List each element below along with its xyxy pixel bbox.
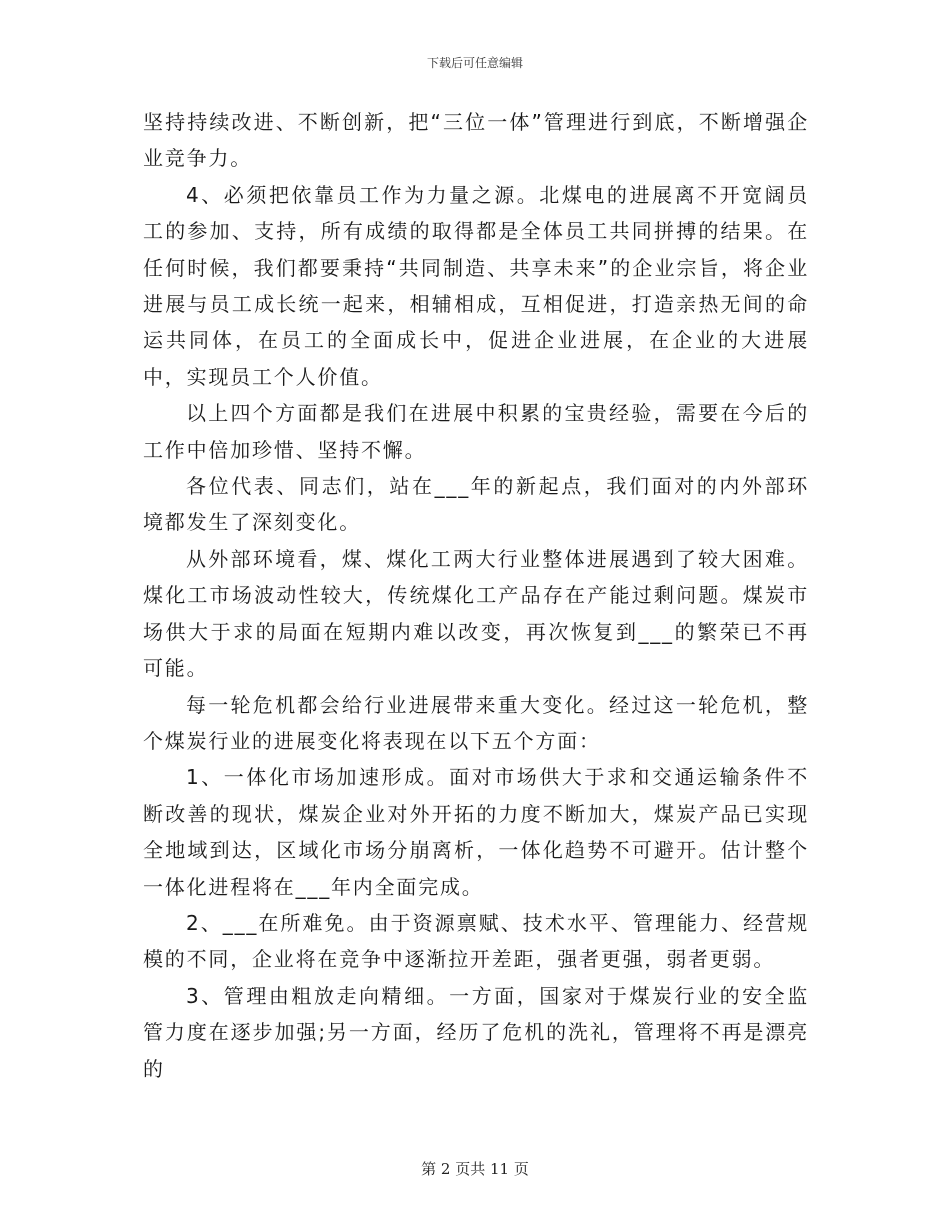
- paragraph-6: 每一轮危机都会给行业进展带来重大变化。经过这一轮危机，整个煤炭行业的进展变化将表现在以下五个方面：: [143, 692, 809, 753]
- paragraph-9: 3、管理由粗放走向精细。一方面，国家对于煤炭行业的安全监管力度在逐步加强;另一方面，经历了危机的洗礼，管理将不再是漂亮的: [143, 983, 809, 1081]
- paragraph-8: 2、___在所难免。由于资源禀赋、技术水平、管理能力、经营规模的不同，企业将在竞争中逐渐拉开差距，强者更强，弱者更弱。: [143, 910, 809, 972]
- page-footer: 第 2 页共 11 页: [421, 1160, 529, 1178]
- paragraph-4: 各位代表、同志们，站在___年的新起点，我们面对的内外部环境都发生了深刻变化。: [143, 474, 809, 535]
- paragraph-5: 从外部环境看，煤、煤化工两大行业整体进展遇到了较大困难。煤化工市场波动性较大，传统煤化工产品存在产能过剩问题。煤炭市场供大于求的局面在短期内难以改变，再次恢复到___的繁荣已不再可能。: [143, 546, 809, 681]
- paragraph-7: 1、一体化市场加速形成。面对市场供大于求和交通运输条件不断改善的现状，煤炭企业对外开拓的力度不断加大，煤炭产品已实现全地域到达，区域化市场分崩离析，一体化趋势不可避开。估计整个一体化进程将在___年内全面完成。: [143, 765, 809, 899]
- paragraph-3: 以上四个方面都是我们在进展中积累的宝贵经验，需要在今后的工作中倍加珍惜、坚持不懈。: [143, 401, 809, 462]
- paragraph-2: 4、必须把依靠员工作为力量之源。北煤电的进展离不开宽阔员工的参加、支持，所有成绩的取得都是全体员工共同拼搏的结果。在任何时候，我们都要秉持“共同制造、共享未来”的企业宗旨，将企业进展与员工成长统一起来，相辅相成，互相促进，打造亲热无间的命运共同体，在员工的全面成长中，促进企业进展，在企业的大进展中，实现员工个人价值。: [143, 182, 809, 389]
- document-body: [143, 104, 809, 1087]
- page-header: 下载后可任意编辑: [426, 56, 523, 70]
- paragraph-1: 坚持持续改进、不断创新，把“三位一体”管理进行到底，不断增强企业竞争力。: [143, 110, 809, 171]
